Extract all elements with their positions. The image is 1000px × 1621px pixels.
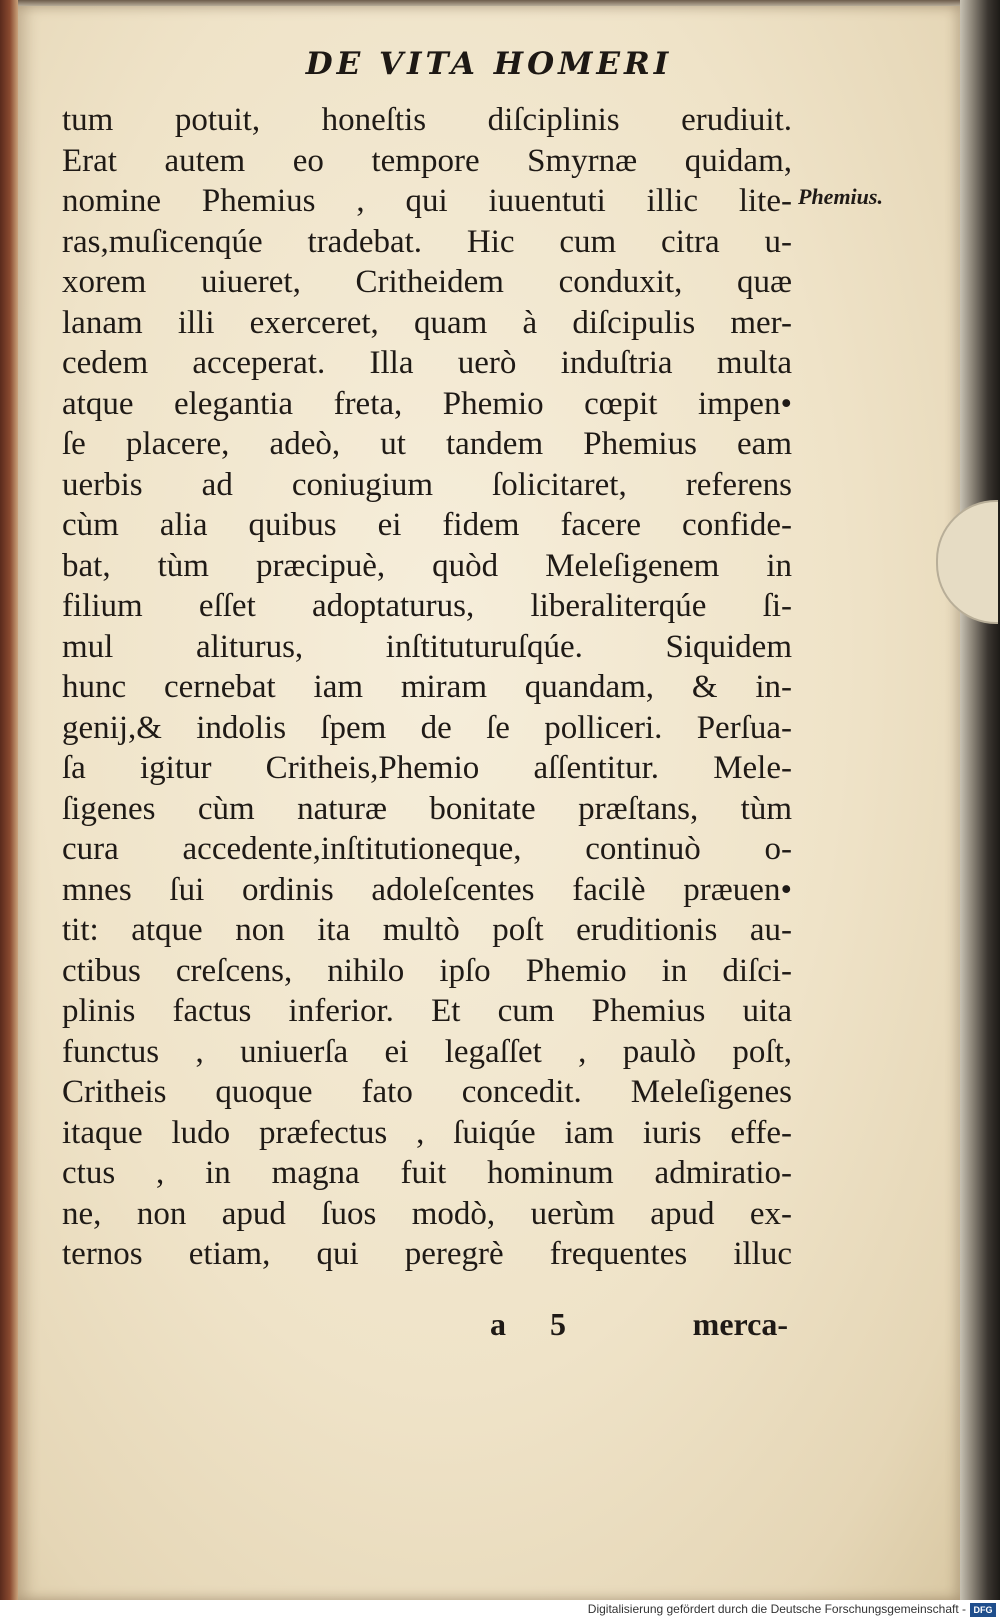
text-line: bat, tùm præcipuè, quòd Meleſigenem in	[62, 547, 792, 584]
margin-note: Phemius.	[798, 184, 883, 209]
signature-mark: a 5	[490, 1306, 584, 1342]
text-line: nomine Phemius , qui iuuentuti illic lite-	[62, 183, 792, 219]
text-line: mul aliturus, inſtituturuſqúe. Siquidem	[62, 628, 792, 665]
dfg-logo-icon: DFG	[970, 1603, 996, 1617]
text-line: ſigenes cùm naturæ bonitate præſtans, tùm	[62, 790, 792, 827]
text-line: cùm alia quibus ei fidem facere confide-	[62, 507, 792, 543]
text-line: ctibus creſcens, nihilo ipſo Phemio in diſci-	[62, 952, 792, 989]
text-line: ctus , in magna fuit hominum admiratio-	[62, 1155, 792, 1191]
text-line: Critheis quoque fato concedit. Meleſigenes	[62, 1074, 792, 1110]
running-head: DE VITA HOMERI	[305, 46, 673, 82]
text-line: uerbis ad coniugium ſolicitaret, referens	[62, 466, 792, 503]
signature-line	[62, 1306, 792, 1346]
text-line: ternos etiam, qui peregrè frequentes illuc	[62, 1236, 792, 1272]
text-line: cedem acceperat. Illa uerò induſtria multa	[62, 345, 792, 381]
text-line: filium eſſet adoptaturus, liberaliterqúe ſi-	[62, 588, 792, 624]
text-line: atque elegantia freta, Phemio cœpit impen•	[62, 385, 792, 422]
text-line: functus , uniuerſa ei legaſſet , paulò poſt,	[62, 1033, 792, 1070]
text-line: mnes ſui ordinis adoleſcentes facilè præuen•	[62, 871, 792, 908]
text-line: itaque ludo præfectus , ſuiqúe iam iuris effe-	[62, 1114, 792, 1151]
text-line: plinis factus inferior. Et cum Phemius uita	[62, 993, 792, 1029]
book-binding-edge	[0, 0, 18, 1600]
body-text	[62, 100, 792, 1275]
text-line: ras,muſicenqúe tradebat. Hic cum citra u-	[62, 223, 792, 260]
text-line: tum potuit, honeſtis diſciplinis erudiuit.	[62, 102, 792, 138]
text-line: ne, non apud ſuos modò, uerùm apud ex-	[62, 1195, 792, 1232]
text-line: cura accedente,inſtitutioneque, continuò o-	[62, 831, 792, 867]
page-block-edge	[960, 0, 1000, 1600]
text-line: ſa igitur Critheis,Phemio aſſentitur. Mele-	[62, 750, 792, 786]
catchword: merca-	[692, 1306, 788, 1342]
text-line: Erat autem eo tempore Smyrnæ quidam,	[62, 142, 792, 179]
digitization-footer	[0, 1600, 1000, 1621]
text-line: genij,& indolis ſpem de ſe polliceri. Perſua-	[62, 709, 792, 746]
text-line: xorem uiueret, Critheidem conduxit, quæ	[62, 264, 792, 300]
text-line: ſe placere, adeò, ut tandem Phemius eam	[62, 426, 792, 462]
footer-credit: Digitalisierung gefördert durch die Deutsche Forschungsgemeinschaft -	[587, 1602, 966, 1616]
text-line: hunc cernebat iam miram quandam, & in-	[62, 669, 792, 705]
text-line: lanam illi exerceret, quam à diſcipulis mer-	[62, 304, 792, 341]
book-page	[18, 6, 960, 1600]
text-line: tit: atque non ita multò poſt eruditionis au-	[62, 912, 792, 948]
